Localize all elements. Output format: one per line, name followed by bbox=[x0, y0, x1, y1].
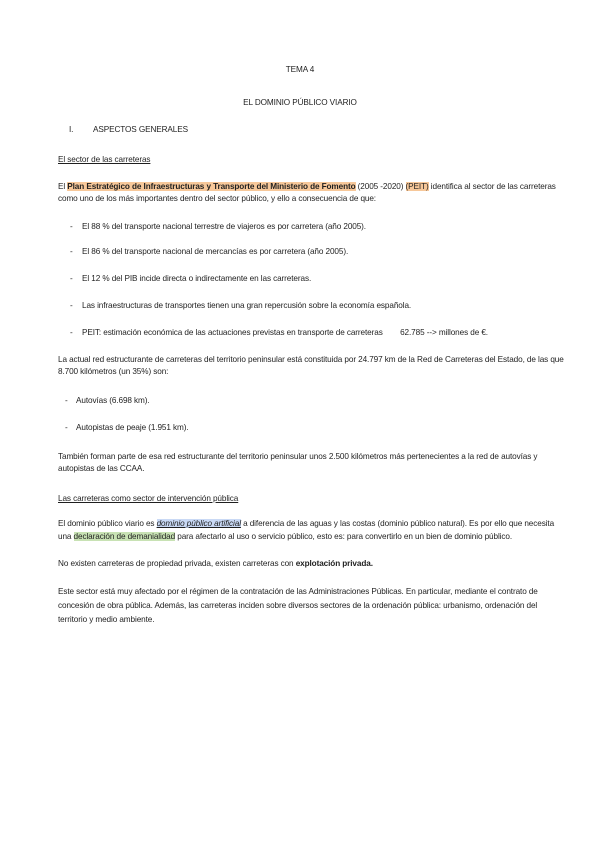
doc-title: TEMA 4 bbox=[285, 65, 315, 74]
paragraph-dominio-line1 bbox=[58, 518, 554, 529]
list-item: Autopistas de peaje (1.951 km). bbox=[76, 423, 189, 432]
p1-text-a: El bbox=[58, 182, 68, 191]
paragraph-contratacion-line3: territorio y medio ambiente. bbox=[58, 615, 155, 624]
subheading-sector: El sector de las carreteras bbox=[58, 155, 151, 164]
bullet-dash: - bbox=[70, 274, 73, 283]
bullet-dash: - bbox=[65, 423, 68, 432]
paragraph-contratacion-line2: concesión de obra pública. Además, las carreteras inciden sobre diversos sectores de la ordenación pública: urbanismo, ordenación del bbox=[58, 601, 538, 610]
paragraph-plan-line2: como uno de los más importantes dentro del sector público, y ello a consecuencia de que: bbox=[58, 194, 376, 203]
artificial-highlight: dominio público artificial bbox=[156, 519, 241, 528]
paragraph-ccaa-line1: También forman parte de esa red estructurante del territorio peninsular unos 2.500 kilómetros más pertenecientes a la red de autovías y bbox=[58, 452, 538, 461]
bullet-dash: - bbox=[70, 247, 73, 256]
paragraph-dominio-line2 bbox=[58, 531, 512, 542]
paragraph-red-line1: La actual red estructurante de carreteras del territorio peninsular está constituida por 24.797 km de la Red de Carreteras del Estado, de las que bbox=[58, 355, 564, 364]
paragraph-contratacion-line1: Este sector está muy afectado por el régimen de la contratación de las Administraciones Públicas. En particular, mediante el contrato de bbox=[58, 587, 538, 596]
list-item: El 88 % del transporte nacional terrestre de viajeros es por carretera (año 2005). bbox=[82, 222, 366, 231]
bullet-dash: - bbox=[70, 222, 73, 231]
bullet-dash: - bbox=[65, 396, 68, 405]
doc-subtitle: EL DOMINIO PÚBLICO VIARIO bbox=[243, 98, 357, 107]
paragraph-ccaa-line2: autopistas de las CCAA. bbox=[58, 464, 145, 473]
p4-text-d: para afectarlo al uso o servicio público, esto es: para convertirlo en un bien de dominio público. bbox=[175, 532, 513, 541]
p4-text-c: una bbox=[58, 532, 74, 541]
peit-highlight: (PEIT) bbox=[405, 182, 429, 191]
paragraph-red-line2: 8.700 kilómetros (un 35%) son: bbox=[58, 367, 169, 376]
explotacion-bold: explotación privada. bbox=[295, 559, 373, 568]
bullet-dash: - bbox=[70, 328, 73, 337]
list-item: Autovías (6.698 km). bbox=[76, 396, 150, 405]
section-number: I. bbox=[69, 125, 74, 134]
p4-text-a: El dominio público viario es bbox=[58, 519, 157, 528]
paragraph-plan-line1 bbox=[58, 181, 556, 192]
p5-text-a: No existen carreteras de propiedad privada, existen carreteras con bbox=[58, 559, 296, 568]
p1-text-b: (2005 -2020) bbox=[355, 182, 406, 191]
list-item: El 12 % del PIB incide directa o indirectamente en las carreteras. bbox=[82, 274, 312, 283]
plan-highlight: Plan Estratégico de Infraestructuras y Transporte del Ministerio de Fomento bbox=[67, 182, 356, 191]
p1-text-c: identifica al sector de las carreteras bbox=[428, 182, 556, 191]
subheading-intervencion: Las carreteras como sector de intervención pública bbox=[58, 494, 239, 503]
bullet-dash: - bbox=[70, 301, 73, 310]
list-item: El 86 % del transporte nacional de mercancías es por carretera (año 2005). bbox=[82, 247, 349, 256]
list-item: Las infraestructuras de transportes tienen una gran repercusión sobre la economía española. bbox=[82, 301, 412, 310]
paragraph-privada bbox=[58, 558, 373, 569]
p4-text-b: a diferencia de las aguas y las costas (dominio público natural). Es por ello que necesita bbox=[240, 519, 555, 528]
list-item: PEIT: estimación económica de las actuaciones previstas en transporte de carreteras 62.785 --> millones de €. bbox=[82, 328, 488, 337]
section-heading: ASPECTOS GENERALES bbox=[93, 125, 188, 134]
declaracion-highlight: declaración de demanialidad bbox=[73, 532, 176, 541]
